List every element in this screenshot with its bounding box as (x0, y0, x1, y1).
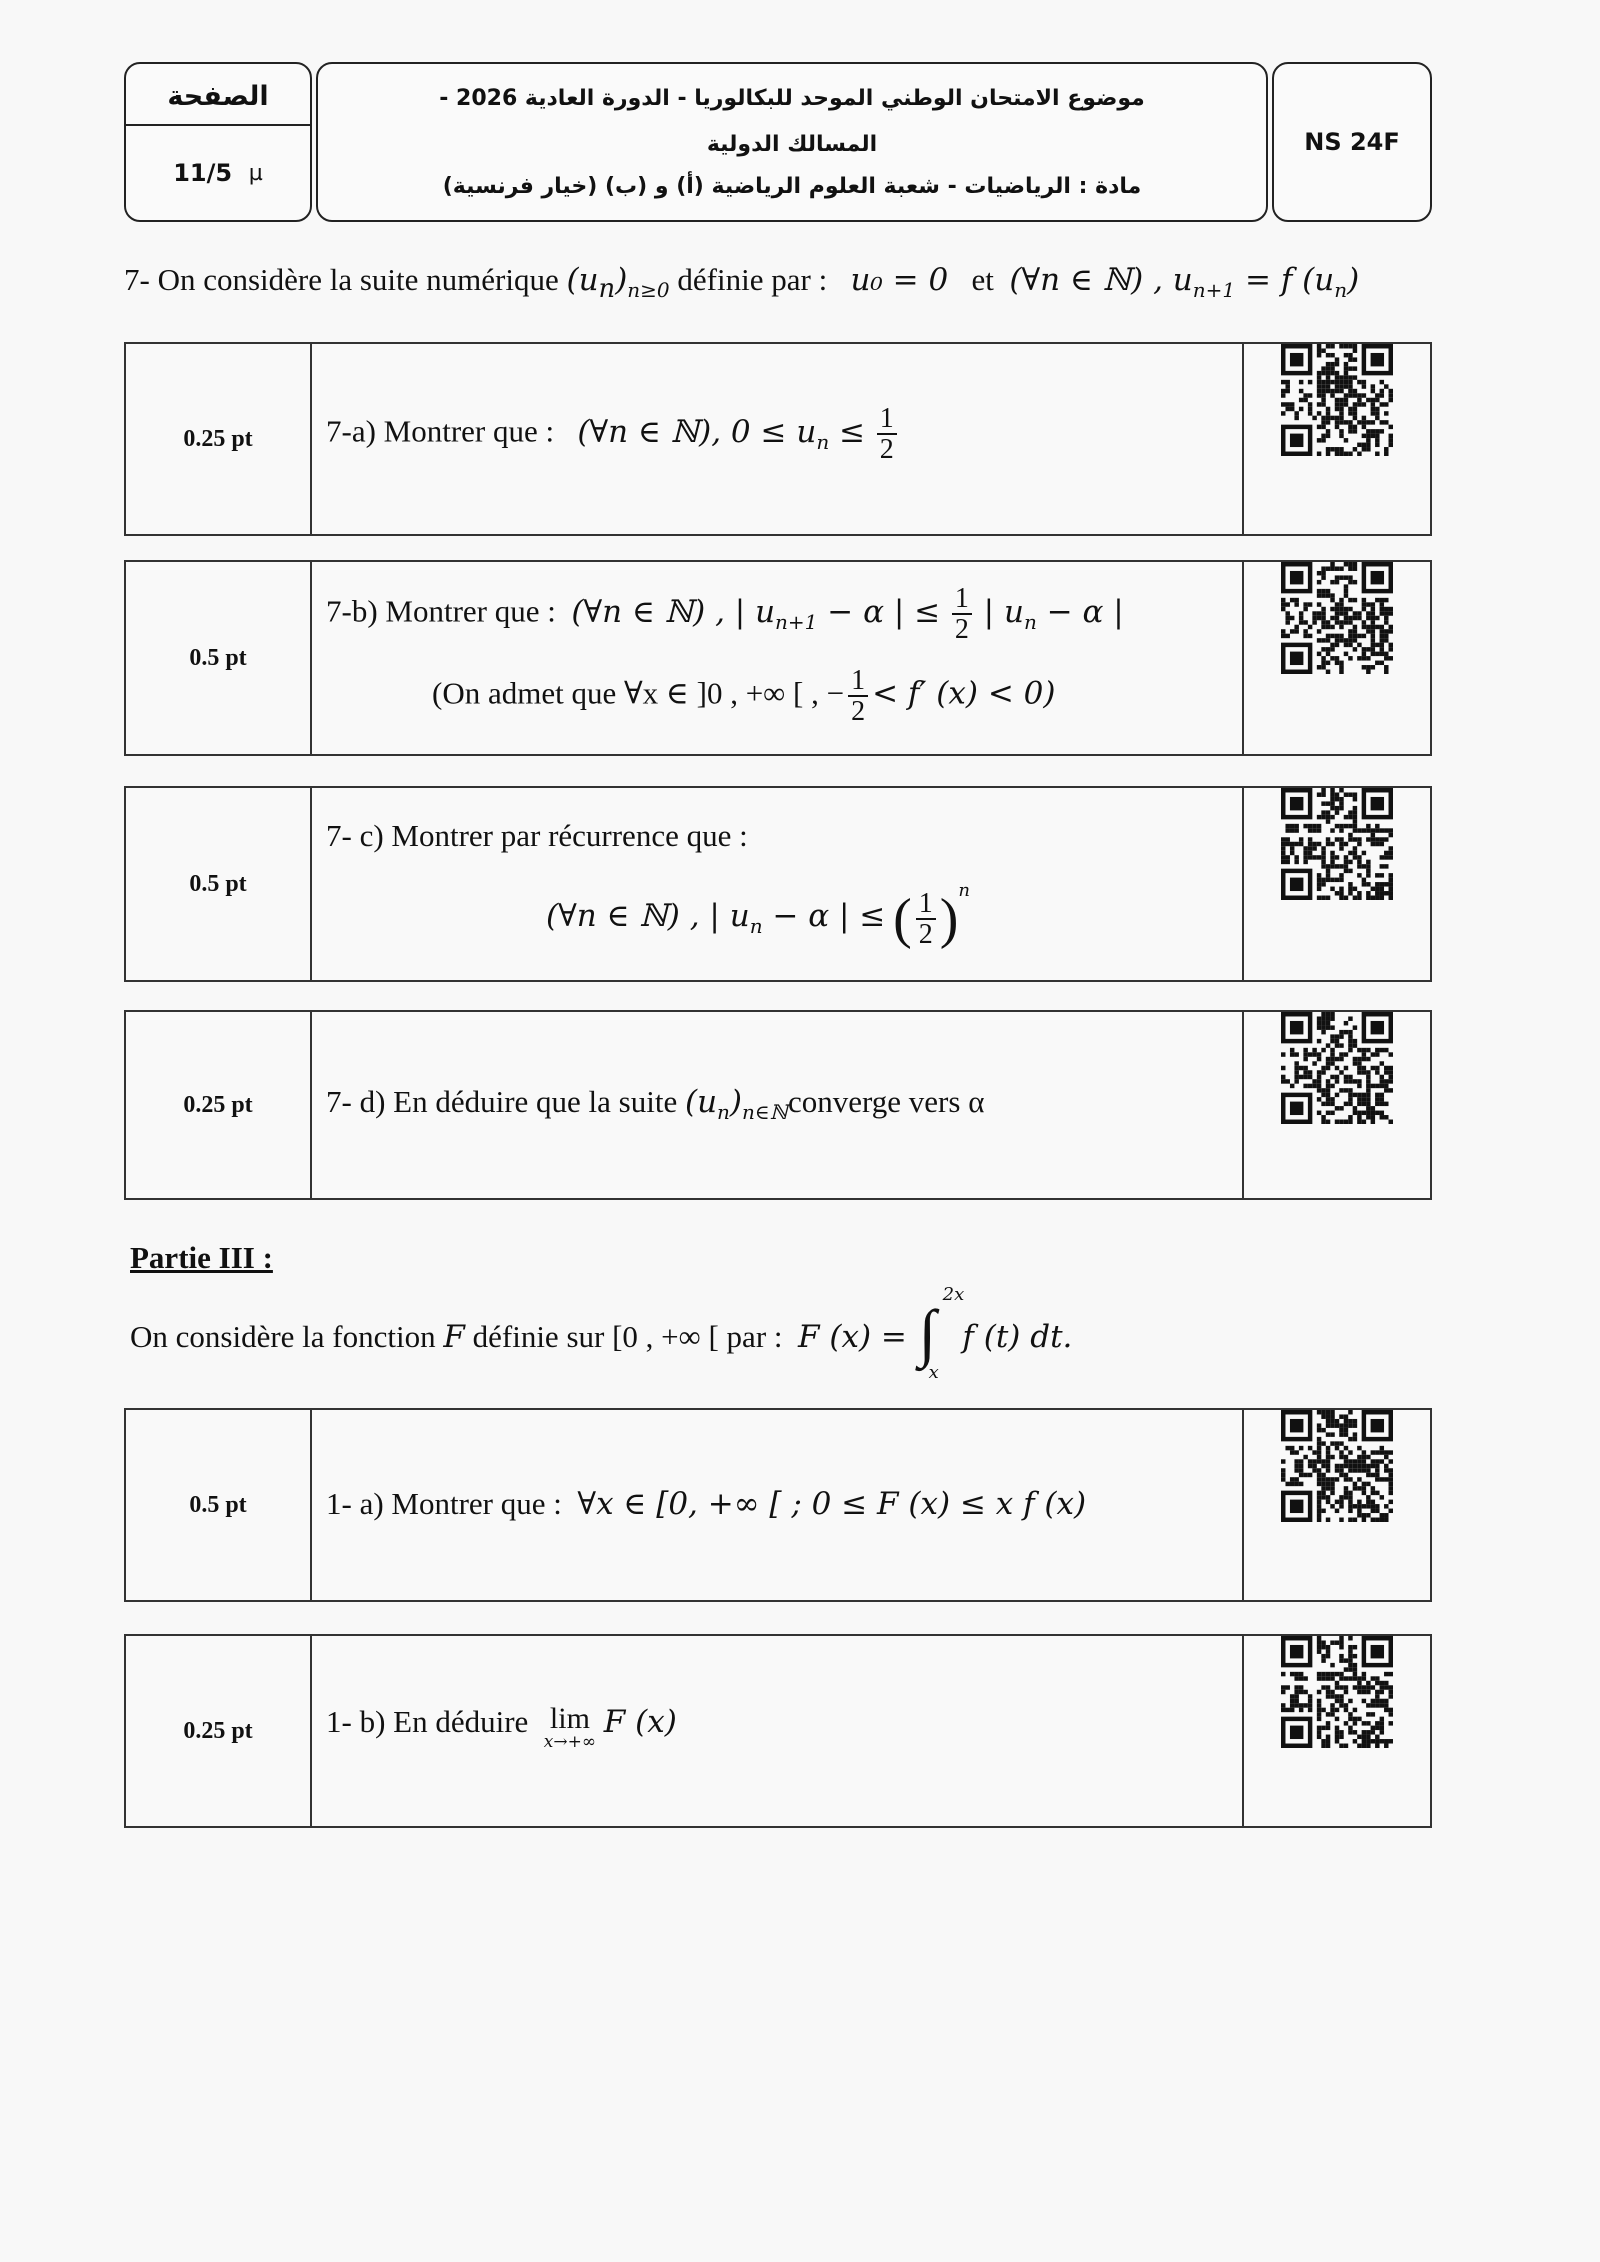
points: 0.25 pt (126, 1636, 312, 1826)
question-text: 7- c) Montrer par récurrence que : (326, 818, 748, 853)
question-formula: (∀n ∈ ℕ) , | $u_n - \alpha$ | ≤ ( $\frac{1}{2}$ )$^n$ (546, 880, 970, 950)
question-text: 7- d) En déduire que la suite $(u_n)_{n\in ℕ}converge$ vers α (326, 1084, 985, 1125)
exam-title-box (316, 62, 1268, 222)
qr-code-icon (1242, 1012, 1430, 1124)
question-note: (On admet que ∀x ∈ ]0 , +∞ [ , − $\frac{1}{2}$ < f′ (x) < 0) (432, 665, 1056, 728)
exam-title-line-2: المسالك الدولية (706, 132, 878, 157)
page-number-box (124, 62, 312, 222)
question-7d (124, 1010, 1432, 1200)
qr-code[interactable] (1242, 1410, 1430, 1600)
page-label: الصفحة (167, 80, 269, 112)
question-7b (124, 560, 1432, 756)
question-text: 1- b) En déduire lim x→+∞ F (x) (326, 1702, 677, 1752)
question-text: 7-a) Montrer que : (∀n ∈ ℕ), $0 \le u_n$ ≤ $\frac{1}{2}$ (326, 404, 1230, 465)
points: 0.25 pt (126, 1012, 312, 1198)
points: 0.25 pt (126, 344, 312, 534)
qr-code[interactable] (1242, 1636, 1430, 1826)
qr-code[interactable] (1242, 344, 1430, 534)
points: 0.5 pt (126, 788, 312, 980)
intro-sentence: 7- On considère la suite numérique $(u_n)_{n\ge 0}$ définie par : u₀ = 0 et (∀n ∈ ℕ) , $u_{n+1} = f$ $(u_n)$ (124, 262, 1360, 305)
qr-code[interactable] (1242, 562, 1430, 754)
question-7a (124, 342, 1432, 536)
points: 0.5 pt (126, 562, 312, 754)
exam-title-line-3: مادة : الرياضيات - شعبة العلوم الرياضية (أ) و (ب) (خيار فرنسية) (442, 174, 1142, 199)
qr-code-icon (1242, 1410, 1430, 1522)
function-definition: On considère la fonction F définie sur [0 , +∞ [ par : F (x) = ∫ 2x x f (t) dt. (130, 1284, 1073, 1383)
question-text: 1- a) Montrer que : ∀x ∈ [0, +∞ [ ; 0 ≤ F (x) ≤ x f (x) (326, 1486, 1087, 1522)
exam-code-box (1272, 62, 1432, 222)
qr-code-icon (1242, 344, 1430, 456)
question-text: 7-b) Montrer que : (∀n ∈ ℕ) , | $u_{n+1} - \alpha$ | ≤ $\frac{1}{2}$ | $u_n - \alpha$ | (326, 583, 1124, 646)
qr-code[interactable] (1242, 788, 1430, 980)
section-title: Partie III : (130, 1240, 273, 1275)
exam-title-line-1: موضوع الامتحان الوطني الموحد للبكالوريا - الدورة العادية 2026 - (439, 86, 1145, 111)
qr-code-icon (1242, 788, 1430, 900)
qr-code[interactable] (1242, 1012, 1430, 1198)
question-1b (124, 1634, 1432, 1828)
points: 0.5 pt (126, 1410, 312, 1600)
exam-code: NS 24F (1304, 128, 1400, 156)
page-number: 11/5 µ (173, 159, 263, 187)
question-7c (124, 786, 1432, 982)
qr-code-icon (1242, 1636, 1430, 1748)
question-1a (124, 1408, 1432, 1602)
qr-code-icon (1242, 562, 1430, 674)
